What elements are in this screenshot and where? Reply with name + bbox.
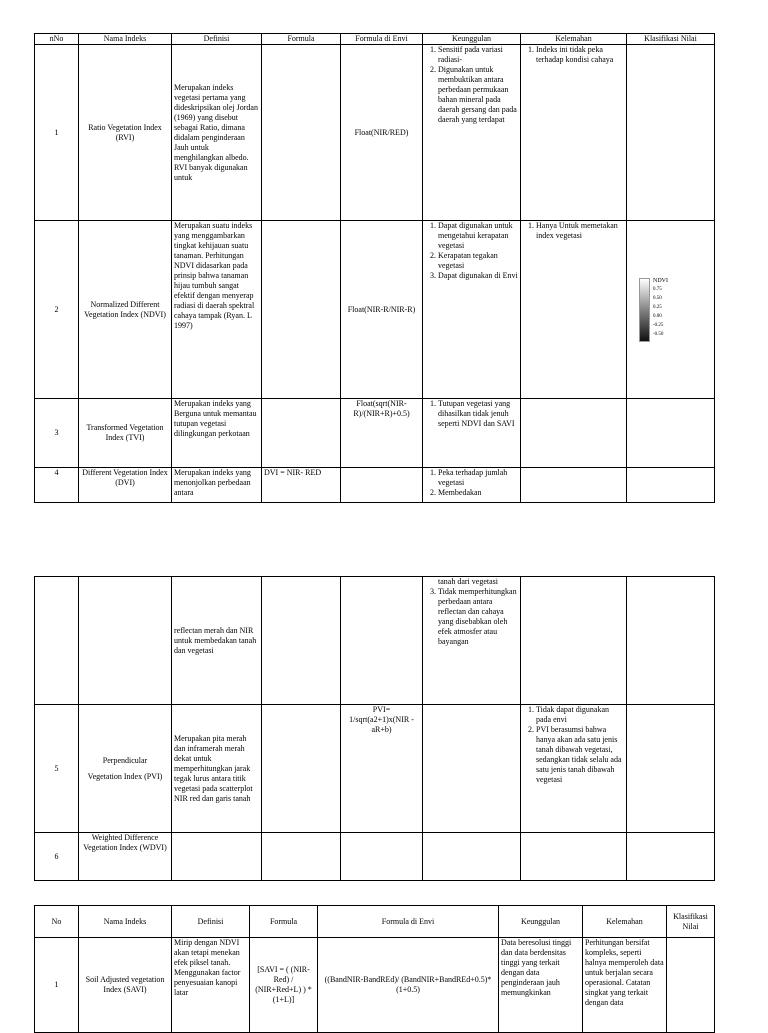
row-kelemahan (521, 399, 627, 468)
col-header-definisi: Definisi (172, 906, 250, 938)
row-formula (262, 705, 341, 833)
row-formula (262, 833, 341, 881)
row-no: 3 (35, 399, 79, 468)
row-keunggulan (423, 468, 521, 503)
table-row (35, 468, 715, 503)
row-definisi: Merupakan pita merah dan inframerah merah dekat untuk memperhitungkan jarak tegak lurus antara titik vegetasi pada scatterplot NIR red dan garis tanah (172, 705, 262, 833)
table-row (35, 45, 715, 221)
list-item: 2. PVI berasumsi bahwa hanya akan ada satu jenis tanah dibawah vegetasi, sedangkan tidak selalu ada satu jenis tanah dibawah vegetasi (536, 725, 624, 785)
row-formula (262, 221, 341, 399)
table-header-row (35, 906, 715, 938)
table-row (35, 705, 715, 833)
row-envi: Float(sqrt(NIR-R)/(NIR+R)+0.5) (341, 399, 423, 468)
row-definisi: Merupakan indeks yang Berguna untuk memantau tutupan vegetasi dilingkungan perkotaan (172, 399, 262, 468)
row-envi: Float(NIR-R/NIR-R) (341, 221, 423, 399)
row-definisi: Merupakan suatu indeks yang menggambarkan tingkat kehijauan suatu tanaman. Perhitungan NDVI didasarkan pada prinsip bahwa tanaman hijau tumbuh sangat efektif dengan menyerap radiasi di daerah spektral cahaya tampak (Ryan. L 1997) (172, 221, 262, 399)
ndvi-legend (639, 278, 712, 342)
table-row (35, 221, 715, 399)
col-header-no: No (35, 906, 79, 938)
list-item: 2. Digunakan untuk membuktikan antara perbedaan permukaan bahan mineral pada daerah gersang dan pada daerah yang terdapat (438, 65, 518, 125)
row-envi (341, 833, 423, 881)
row-kelemahan (521, 45, 627, 221)
row-klasifikasi (627, 705, 715, 833)
row-envi (341, 468, 423, 503)
list-item: 3. Dapat digunakan di Envi (438, 271, 518, 281)
row-keunggulan (423, 399, 521, 468)
row-definisi (172, 833, 262, 881)
row-no: 4 (35, 468, 79, 503)
row-keunggulan (423, 45, 521, 221)
table-row (35, 938, 715, 1033)
row-no: 1 (35, 45, 79, 221)
col-header-kelemahan: Kelemahan (583, 906, 667, 938)
table-row (35, 577, 715, 705)
col-header-definisi: Definisi (172, 34, 262, 45)
row-nama: Different Vegetation Index (DVI) (79, 468, 172, 503)
row-kelemahan (521, 705, 627, 833)
col-header-formula: Formula (250, 906, 318, 938)
row-keunggulan (423, 577, 521, 705)
row-klasifikasi (627, 577, 715, 705)
row-klasifikasi (627, 468, 715, 503)
list-item: 2. Membedakan (438, 488, 518, 498)
row-kelemahan (521, 577, 627, 705)
row-envi (341, 577, 423, 705)
row-kelemahan (521, 468, 627, 503)
list-item: 1. Hanya Untuk memetakan index vegetasi (536, 221, 624, 241)
row-nama: Normalized Different Vegetation Index (NDVI) (79, 221, 172, 399)
row-keunggulan: Data beresolusi tinggi dan data berdensitas tinggi yang terkait dengan data penginderaan jauh memungkinkan (499, 938, 583, 1033)
row-envi: Float(NIR/RED) (341, 45, 423, 221)
row-definisi: Merupakan indeks yang menonjolkan perbedaan antara (172, 468, 262, 503)
row-kelemahan (521, 833, 627, 881)
row-nama-line: Vegetation Index (PVI) (87, 771, 163, 781)
col-header-klasifikasi: Klasifikasi Nilai (667, 906, 715, 938)
row-no: 5 (35, 705, 79, 833)
row-formula (262, 577, 341, 705)
table-row (35, 399, 715, 468)
col-header-klasifikasi: Klasifikasi Nilai (627, 34, 715, 45)
legend-tick: -0.25 (653, 323, 664, 328)
row-no: 2 (35, 221, 79, 399)
row-definisi: Merupakan indeks vegetasi pertama yang dideskripsikan olej Jordan (1969) yang disebut sebagai Ratio, dimana didalam penginderaan Jauh untuk menghilangkan albedo. RVI banyak digunakan untuk (172, 45, 262, 221)
row-definisi: reflectan merah dan NIR untuk membedakan tanah dan vegetasi (172, 577, 262, 705)
row-nama: Transformed Vegetation Index (TVI) (79, 399, 172, 468)
legend-tick: -0.50 (653, 332, 664, 337)
row-no (35, 577, 79, 705)
row-klasifikasi (627, 833, 715, 881)
list-item: 1. Indeks ini tidak peka terhadap kondisi cahaya (536, 45, 624, 65)
legend-tick: 0.50 (653, 296, 662, 301)
vegetation-index-table-1 (34, 33, 715, 503)
ndvi-color-ramp (639, 278, 650, 342)
col-header-envi: Formula di Envi (318, 906, 499, 938)
vegetation-index-table-3 (34, 905, 715, 1033)
table-header-row (35, 34, 715, 45)
col-header-keunggulan: Keunggulan (423, 34, 521, 45)
row-formula: DVI = NIR- RED (262, 468, 341, 503)
vegetation-index-table-2 (34, 576, 715, 881)
row-no: 1 (35, 938, 79, 1033)
row-nama: Soil Adjusted vegetation Index (SAVI) (79, 938, 172, 1033)
list-item: 1. Dapat digunakan untuk mengetahui kerapatan vegetasi (438, 221, 518, 251)
ndvi-legend-title: NDVI (653, 277, 668, 284)
row-kelemahan: Perhitungan bersifat kompleks, seperti halnya memperoleh data untuk berjalan secara operasional. Catatan singkat yang terkait dengan data (583, 938, 667, 1033)
row-envi: ((BandNIR-BandREd)/ (BandNIR+BandREd+0.5)*(1+0.5) (318, 938, 499, 1033)
row-klasifikasi (627, 399, 715, 468)
row-keunggulan (423, 833, 521, 881)
list-item: 3. Tidak memperhitungkan perbedaan antara reflectan dan cahaya yang disebabkan oleh efek atmosfer atau bayangan (438, 587, 518, 647)
row-nama: Weighted Difference Vegetation Index (WDVI) (79, 833, 172, 881)
row-keunggulan (423, 705, 521, 833)
row-klasifikasi (667, 938, 715, 1033)
row-formula (262, 45, 341, 221)
row-formula: [SAVI = ( (NIR-Red) / (NIR+Red+L) ) * (1+L)] (250, 938, 318, 1033)
legend-tick: 0.25 (653, 305, 662, 310)
row-klasifikasi (627, 45, 715, 221)
col-header-nama: Nama Indeks (79, 34, 172, 45)
col-header-nama: Nama Indeks (79, 906, 172, 938)
list-item: 1. Tutupan vegetasi yang dihasilkan tidak jenuh seperti NDVI dan SAVI (438, 399, 518, 429)
col-header-envi: Formula di Envi (341, 34, 423, 45)
row-nama-line: Perpendicular (102, 755, 148, 765)
row-nama (79, 705, 172, 833)
legend-tick: 0.75 (653, 287, 662, 292)
row-envi: PVI= 1/sqrt(a2+1)x(NIR -aR+b) (341, 705, 423, 833)
list-item: 1. Sensitif pada variasi radiasi- (438, 45, 518, 65)
row-formula (262, 399, 341, 468)
col-header-no: nNo (35, 34, 79, 45)
col-header-formula: Formula (262, 34, 341, 45)
row-nama: Ratio Vegetation Index (RVI) (79, 45, 172, 221)
list-item-continued: tanah dari vegetasi (438, 577, 498, 586)
row-kelemahan (521, 221, 627, 399)
list-item: 1. Tidak dapat digunakan pada envi (536, 705, 624, 725)
legend-tick: 0.00 (653, 314, 662, 319)
row-klasifikasi (627, 221, 715, 399)
row-nama (79, 577, 172, 705)
row-definisi: Mirip dengan NDVI akan tetapi menekan efek piksel tanah. Menggunakan factor penyesuaian kanopi latar (172, 938, 250, 1033)
col-header-kelemahan: Kelemahan (521, 34, 627, 45)
list-item: 1. Peka terhadap jumlah vegetasi (438, 468, 518, 488)
row-no: 6 (35, 833, 79, 881)
col-header-keunggulan: Keunggulan (499, 906, 583, 938)
row-keunggulan (423, 221, 521, 399)
ndvi-legend-ticks (653, 285, 668, 339)
list-item: 2. Kerapatan tegakan vegetasi (438, 251, 518, 271)
table-row (35, 833, 715, 881)
